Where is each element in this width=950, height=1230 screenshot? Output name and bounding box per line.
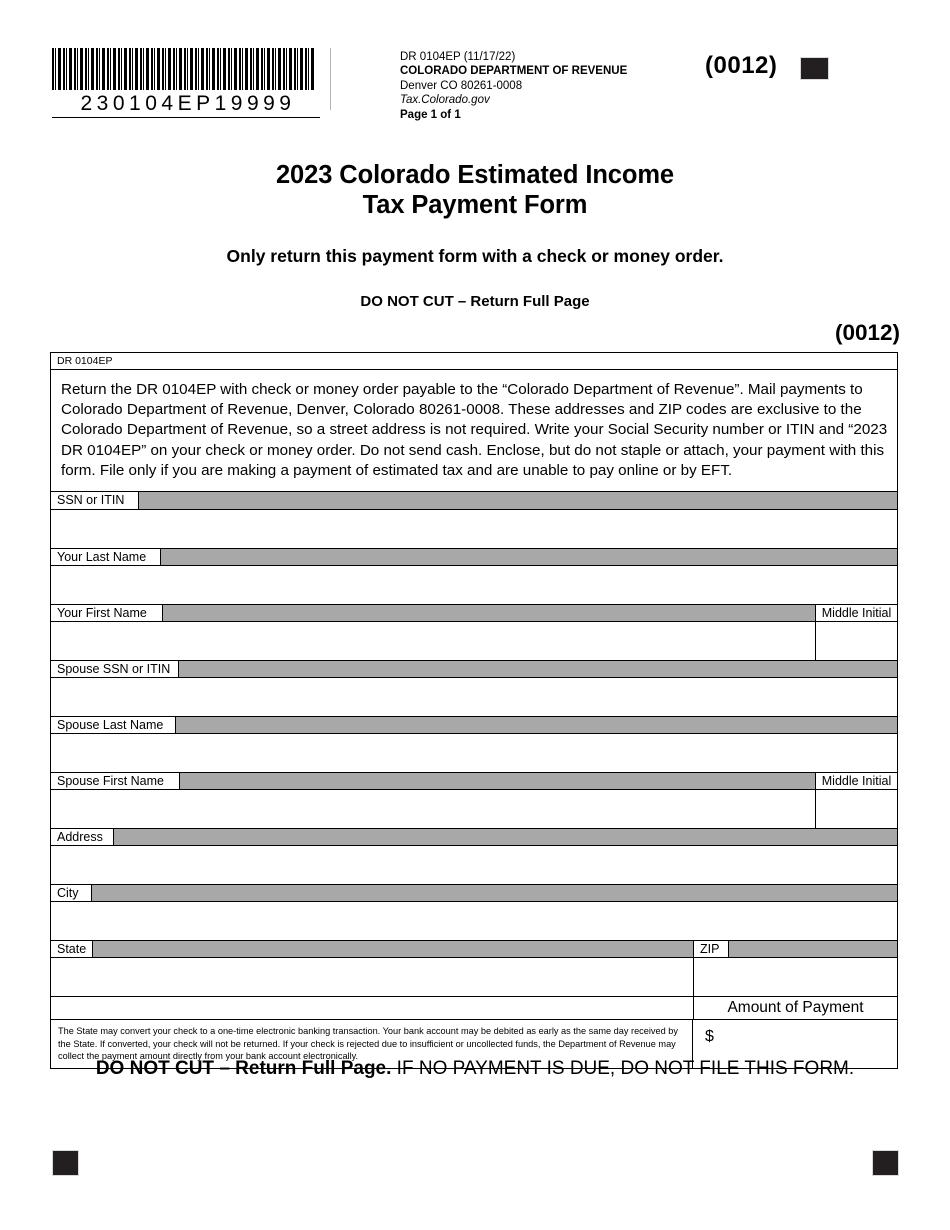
zip-input[interactable] [693,958,896,996]
state-label-group [51,941,693,957]
address-bar-fill [114,829,897,845]
address-input[interactable] [51,846,897,884]
city-bar-fill [92,885,897,901]
first-name-entry-row [51,622,897,660]
bank-conversion-disclaimer: The State may convert your check to a one-time electronic banking transaction. Your bank account may be debited as early as the same day received by the State. If converted, your check will not be returned. If your check is rejected due to insufficient or uncollected funds, the Department of Revenue may collect the payment amount directly from your bank account electronically. [51,1020,693,1068]
form-code-above-box: (0012) [834,320,900,345]
city-input[interactable] [51,902,897,940]
spouse-ssn-label-bar [51,660,897,678]
address-label: Address [51,829,114,845]
address-entry-row [51,846,897,884]
state-input[interactable] [51,958,693,996]
agency-block [400,50,627,122]
agency-address: Denver CO 80261-0008 [400,79,523,92]
page-indicator: Page 1 of 1 [400,108,461,121]
barcode-underline [52,117,320,118]
do-not-cut-notice-top: DO NOT CUT – Return Full Page [360,293,590,311]
first-name-label: Your First Name [51,605,163,621]
last-name-input[interactable] [51,566,897,604]
spouse-middle-initial-input[interactable] [815,790,897,828]
footer-normal-part: IF NO PAYMENT IS DUE, DO NOT FILE THIS FORM. [391,1058,855,1079]
spouse-middle-initial-label: Middle Initial [815,773,897,789]
last-name-bar-fill [161,549,897,565]
page-title-line2: Tax Payment Form [362,191,588,220]
registration-mark-bottom-right [872,1150,899,1176]
spouse-ssn-label: Spouse SSN or ITIN [51,661,179,677]
spouse-last-name-bar-fill [176,717,897,733]
state-zip-entry-row [51,958,897,996]
form-id-row: DR 0104EP [51,353,897,370]
title-block [0,160,950,310]
ssn-input[interactable] [51,510,897,548]
zip-label: ZIP [693,941,729,957]
footer-notice [0,1058,950,1080]
address-label-bar [51,828,897,846]
footer-bold-part: DO NOT CUT – Return Full Page. [95,1058,392,1079]
ssn-label: SSN or ITIN [51,492,139,509]
page-subtitle: Only return this payment form with a check or money order. [226,246,724,267]
spouse-ssn-entry-row [51,678,897,716]
state-label: State [51,941,93,957]
payment-form-box [50,352,898,1069]
spouse-first-name-label: Spouse First Name [51,773,180,789]
registration-mark-top-right [800,57,829,80]
agency-website: Tax.Colorado.gov [400,94,490,107]
spouse-last-name-label: Spouse Last Name [51,717,176,733]
barcode-block [52,48,320,118]
currency-symbol: $ [705,1028,714,1046]
zip-bar-fill [729,941,897,957]
state-bar-fill [93,941,693,957]
spouse-first-name-bar-fill [180,773,815,789]
spouse-ssn-input[interactable] [51,678,897,716]
last-name-entry-row [51,566,897,604]
ssn-label-bar [51,492,897,510]
spouse-first-name-entry-row [51,790,897,828]
barcode-digits: 230104EP19999 [80,92,296,115]
amount-header-row [51,996,897,1019]
middle-initial-label: Middle Initial [815,605,897,621]
last-name-label: Your Last Name [51,549,161,565]
spouse-last-name-input[interactable] [51,734,897,772]
spouse-first-name-label-bar [51,772,897,790]
page-header [0,0,950,140]
spouse-last-name-label-bar [51,716,897,734]
city-label-bar [51,884,897,902]
state-zip-label-bar [51,940,897,958]
city-label: City [51,885,92,901]
first-name-input[interactable] [51,622,815,660]
amount-of-payment-label: Amount of Payment [727,999,864,1017]
spouse-ssn-bar-fill [179,661,897,677]
form-number-line: DR 0104EP (11/17/22) [400,51,516,63]
city-entry-row [51,902,897,940]
spouse-last-name-entry-row [51,734,897,772]
form-code-top: (0012) [705,52,778,79]
middle-initial-input[interactable] [815,622,897,660]
last-name-label-bar [51,548,897,566]
registration-mark-bottom-left [52,1150,79,1176]
agency-name: COLORADO DEPARTMENT OF REVENUE [400,65,628,78]
ssn-bar-fill [139,492,897,509]
ssn-entry-row [51,510,897,548]
page-title-line1: 2023 Colorado Estimated Income [275,161,675,189]
amount-header-spacer [51,997,694,1019]
first-name-bar-fill [163,605,815,621]
amount-of-payment-input[interactable] [693,1020,897,1056]
header-divider [330,48,331,110]
first-name-label-bar [51,604,897,622]
spouse-first-name-input[interactable] [51,790,815,828]
zip-label-group [693,941,897,957]
form-instructions: Return the DR 0104EP with check or money order payable to the “Colorado Department of Revenue”. Mail payments to Colorado Department of Revenue, Denver, Colorado 80261-0008. These addresses and ZIP codes are exclusive to the Colorado Department of Revenue, so a street address is not required. Write your Social Security number or ITIN and “2023 DR 0104EP” on your check or money order. Do not send cash. Enclose, but do not staple or attach, your payment with this form. File only if you are making a payment of estimated tax and are unable to pay online or by EFT. [51,370,897,492]
barcode-image [52,48,316,90]
